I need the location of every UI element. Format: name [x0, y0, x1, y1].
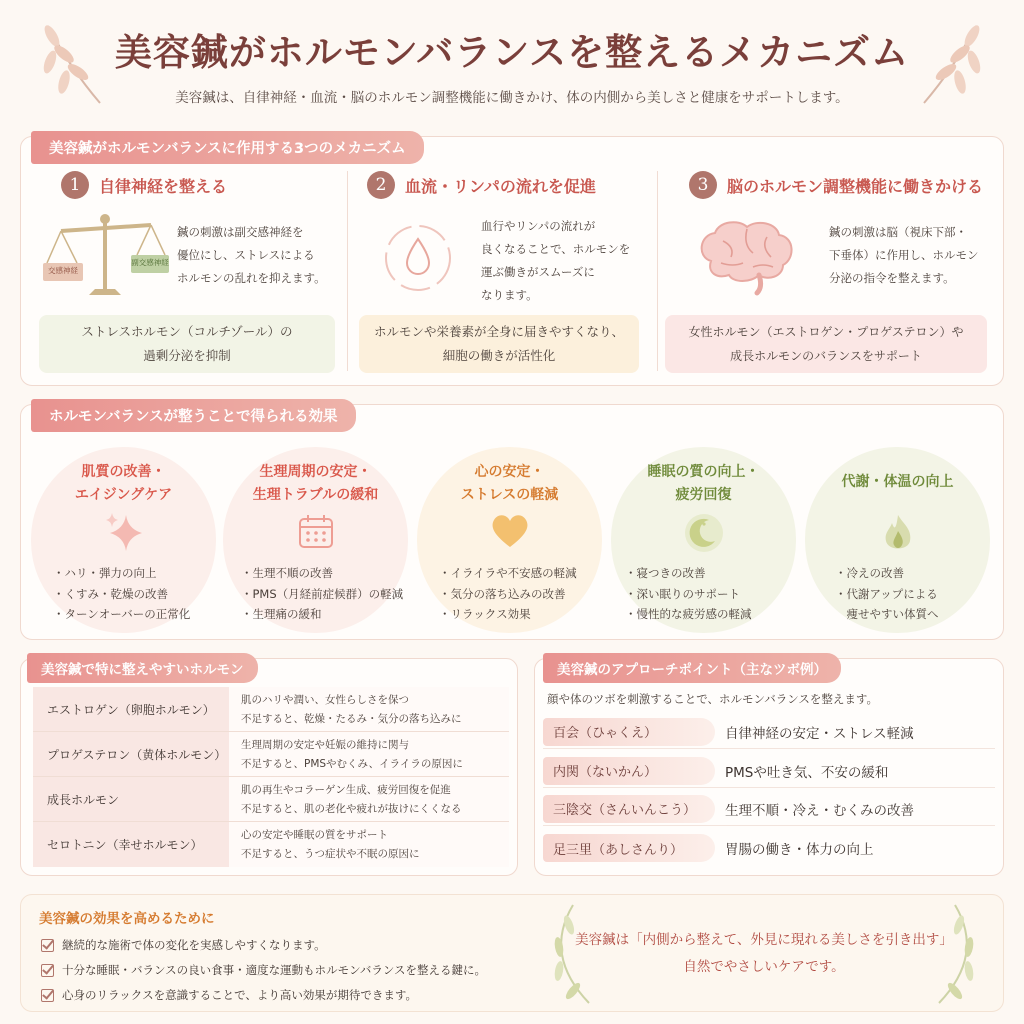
table-row: [33, 732, 509, 777]
hormone-desc: [229, 732, 509, 776]
mechanism-3-title: 脳のホルモン調整機能に働きかける: [727, 176, 984, 196]
mechanisms-section: [20, 136, 1004, 386]
water-drop-icon: [381, 221, 455, 295]
closing-quote: [549, 927, 979, 981]
effect-title-line: 生理トラブルの緩和: [252, 487, 379, 503]
sparkle-icon: [102, 511, 146, 555]
effect-card-metabolism: [805, 447, 990, 633]
acupoint-effect: 自律神経の安定・ストレス軽減: [725, 725, 914, 742]
effect-list-item: 痩せやすい体質へ: [835, 607, 939, 621]
points-section-tag: 美容鍼のアプローチポイント（主なツボ例）: [543, 653, 841, 683]
effect-list-item: ・ PMS（月経前症候群）の軽減: [241, 584, 403, 605]
hormone-desc-line: 生理周期の安定や妊娠の維持に関与: [241, 739, 409, 751]
mechanism-3-text: [829, 221, 979, 290]
scale-left-label: 交感神経: [48, 266, 78, 275]
mechanism-1-box-line: ストレスホルモン（コルチゾール）の: [81, 324, 293, 339]
page-subtitle: 美容鍼は、自律神経・血流・脳のホルモン調整機能に働きかけ、体の内側から美しさと健康をサポートします。: [175, 90, 849, 106]
tip-item: [41, 987, 417, 1003]
effect-title-line: 生理周期の安定・: [259, 464, 372, 480]
hormone-name: 成長ホルモン: [33, 777, 229, 821]
effect-list-item: ・ 生理痛の緩和: [241, 604, 403, 625]
hormone-desc-line: 肌のハリや潤い、女性らしさを保つ: [241, 694, 409, 706]
mechanism-1-heading: [61, 171, 227, 199]
mechanism-2-title: 血流・リンパの流れを促進: [405, 176, 596, 196]
mechanism-1-text-line: 優位にし、ストレスによる: [177, 248, 315, 262]
mechanism-3-box-line: 成長ホルモンのバランスをサポート: [730, 349, 922, 363]
mechanism-1-title: 自律神経を整える: [99, 176, 228, 196]
effect-list-item: ・ リラックス効果: [439, 604, 577, 625]
tips-section: [20, 894, 1004, 1012]
brain-icon: [691, 217, 801, 297]
heart-icon: [488, 511, 532, 551]
effect-list: [53, 563, 190, 625]
hormone-desc-line: 不足すると、肌の老化や疲れが抜けにくくなる: [241, 803, 462, 815]
tip-text: 継続的な施術で体の変化を実感しやすくなります。: [62, 938, 326, 952]
closing-quote-line: 美容鍼は「内側から整えて、外見に現れる美しさを引き出す」: [575, 932, 953, 948]
mechanism-2-text: [481, 215, 630, 307]
check-icon: [41, 939, 54, 952]
effect-card-sleep: [611, 447, 796, 633]
hormone-desc: [229, 687, 509, 731]
scale-right-label: 副交感神経: [131, 258, 169, 267]
effect-title-line: 肌質の改善・: [81, 464, 166, 480]
acupoint-row: [543, 792, 995, 826]
mechanism-2-box-line: ホルモンや栄養素が全身に届きやすくなり、: [373, 324, 624, 339]
effect-card-skin: [31, 447, 216, 633]
effect-list-item: ・ 慢性的な疲労感の軽減: [625, 604, 752, 625]
acupoint-effect: 胃腸の働き・体力の向上: [725, 842, 874, 858]
mechanism-2-box-line: 細胞の働きが活性化: [442, 348, 556, 363]
mechanism-1-box-line: 過剰分泌を抑制: [143, 348, 231, 363]
mechanism-2-text-line: 血行やリンパの流れが: [481, 219, 596, 233]
hormones-section: [20, 658, 518, 876]
acupoint-name: 三陰交（さんいんこう）: [543, 795, 715, 823]
acupoint-effect: 生理不順・冷え・むくみの改善: [725, 802, 914, 819]
effect-title: [223, 461, 408, 507]
tip-item: [41, 937, 326, 953]
effect-list-item: ・ 気分の落ち込みの改善: [439, 584, 577, 605]
effect-title-line: 睡眠の質の向上・: [647, 464, 760, 480]
hormone-name: エストロゲン（卵胞ホルモン）: [33, 687, 229, 731]
hormone-desc-line: 肌の再生やコラーゲン生成、疲労回復を促進: [241, 784, 451, 796]
mechanism-3-heading: [689, 171, 983, 199]
effect-list-item: ・ ハリ・弾力の向上: [53, 563, 190, 584]
mechanism-3-text-line: 下垂体）に作用し、ホルモン: [829, 248, 979, 262]
effect-list-item: ・ 深い眠りのサポート: [625, 584, 752, 605]
effect-title-line: 疲労回復: [675, 487, 732, 503]
effect-title-line: 代謝・体温の向上: [841, 474, 954, 490]
mechanism-1-text: [177, 221, 326, 290]
hormone-desc-line: 不足すると、うつ症状や不眠の原因に: [241, 848, 420, 860]
hormone-desc: [229, 777, 509, 821]
check-icon: [41, 964, 54, 977]
mechanism-3-text-line: 鍼の刺激は脳（視床下部・: [829, 225, 967, 239]
hormone-desc-line: 心の安定や睡眠の質をサポート: [241, 829, 388, 841]
effect-list-item: ・ 寝つきの改善: [625, 563, 752, 584]
table-row: [33, 822, 509, 867]
effect-list-item: ・ 冷えの改善: [835, 563, 939, 584]
mechanism-divider: [657, 171, 658, 371]
effect-title: [611, 461, 796, 507]
mechanism-3-number: 3: [689, 171, 717, 199]
mechanism-1: [39, 163, 339, 385]
points-section: [534, 658, 1004, 876]
hormone-table: [33, 687, 509, 867]
mechanism-3-box: [665, 315, 987, 373]
effect-title-line: ストレスの軽減: [460, 487, 559, 503]
effect-list: [241, 563, 403, 625]
closing-quote-line: 自然でやさしいケアです。: [683, 959, 845, 975]
table-row: [33, 687, 509, 732]
hormone-name: プロゲステロン（黄体ホルモン）: [33, 732, 229, 776]
effect-title: [805, 471, 990, 494]
effects-section: [20, 404, 1004, 640]
acupoint-name: 百会（ひゃくえ）: [543, 718, 715, 746]
tips-title: 美容鍼の効果を高めるために: [39, 911, 215, 927]
mechanism-1-text-line: 鍼の刺激は副交感神経を: [177, 225, 304, 239]
mechanism-divider: [347, 171, 348, 371]
table-row: [33, 777, 509, 822]
flame-icon: [878, 511, 918, 555]
page-title: 美容鍼がホルモンバランスを整えるメカニズム: [114, 30, 910, 74]
effect-list: [439, 563, 577, 625]
acupoint-name: 内関（ないかん）: [543, 757, 715, 785]
tip-item: [41, 962, 486, 978]
effect-title: [31, 461, 216, 507]
effect-title-line: 心の安定・: [474, 464, 545, 480]
mechanism-1-number: 1: [61, 171, 89, 199]
hormones-section-tag: 美容鍼で特に整えやすいホルモン: [27, 653, 258, 683]
mechanism-3-text-line: 分泌の指令を整えます。: [829, 271, 955, 285]
effect-list-item: ・ 代謝アップによる: [835, 584, 939, 605]
mechanism-2-text-line: なります。: [481, 288, 538, 302]
effect-list-item: ・ くすみ・乾燥の改善: [53, 584, 190, 605]
effects-section-tag: ホルモンバランスが整うことで得られる効果: [31, 399, 356, 432]
tip-text: 十分な睡眠・バランスの良い食事・適度な運動もホルモンバランスを整える鍵に。: [62, 963, 487, 977]
calendar-icon: [296, 511, 336, 551]
mechanism-2-number: 2: [367, 171, 395, 199]
acupoint-row: [543, 715, 995, 749]
acupoint-name: 足三里（あしさんり）: [543, 834, 715, 862]
effect-title-line: エイジングケア: [74, 487, 173, 503]
effect-title: [417, 461, 602, 507]
effect-list: [625, 563, 752, 625]
tip-text: 心身のリラックスを意識することで、より高い効果が期待できます。: [62, 988, 418, 1002]
mechanisms-section-tag: 美容鍼がホルモンバランスに作用する3つのメカニズム: [31, 131, 424, 164]
hormone-desc-line: 不足すると、PMSやむくみ、イライラの原因に: [241, 758, 463, 770]
effect-list-item: ・ 生理不順の改善: [241, 563, 403, 584]
effect-list-item: ・ ターンオーバーの正常化: [53, 604, 190, 625]
moon-icon: [682, 511, 726, 555]
acupoint-row: [543, 754, 995, 788]
mechanism-1-text-line: ホルモンの乱れを抑えます。: [177, 271, 326, 285]
points-intro: 顔や体のツボを刺激することで、ホルモンバランスを整えます。: [547, 692, 878, 706]
check-icon: [41, 989, 54, 1002]
hormone-desc: [229, 822, 509, 867]
hormone-desc-line: 不足すると、乾燥・たるみ・気分の落ち込みに: [241, 713, 462, 725]
acupoint-row: [543, 831, 995, 865]
mechanism-2-heading: [367, 171, 596, 199]
acupoint-effect: PMSや吐き気、不安の緩和: [725, 764, 889, 781]
mechanism-2-text-line: 運ぶ働きがスムーズに: [481, 265, 595, 279]
effect-list-item: ・ イライラや不安感の軽減: [439, 563, 577, 584]
effect-card-menstrual: [223, 447, 408, 633]
mechanism-2-text-line: 良くなることで、ホルモンを: [481, 242, 631, 256]
mechanism-3-box-line: 女性ホルモン（エストロゲン・プロゲステロン）や: [688, 325, 964, 339]
effect-list: [835, 563, 939, 625]
hormone-name: セロトニン（幸せホルモン）: [33, 822, 229, 867]
mechanism-1-box: [39, 315, 335, 373]
mechanism-3: [665, 163, 995, 385]
effect-card-mind: [417, 447, 602, 633]
mechanism-2-box: [359, 315, 639, 373]
mechanism-2: [359, 163, 649, 385]
